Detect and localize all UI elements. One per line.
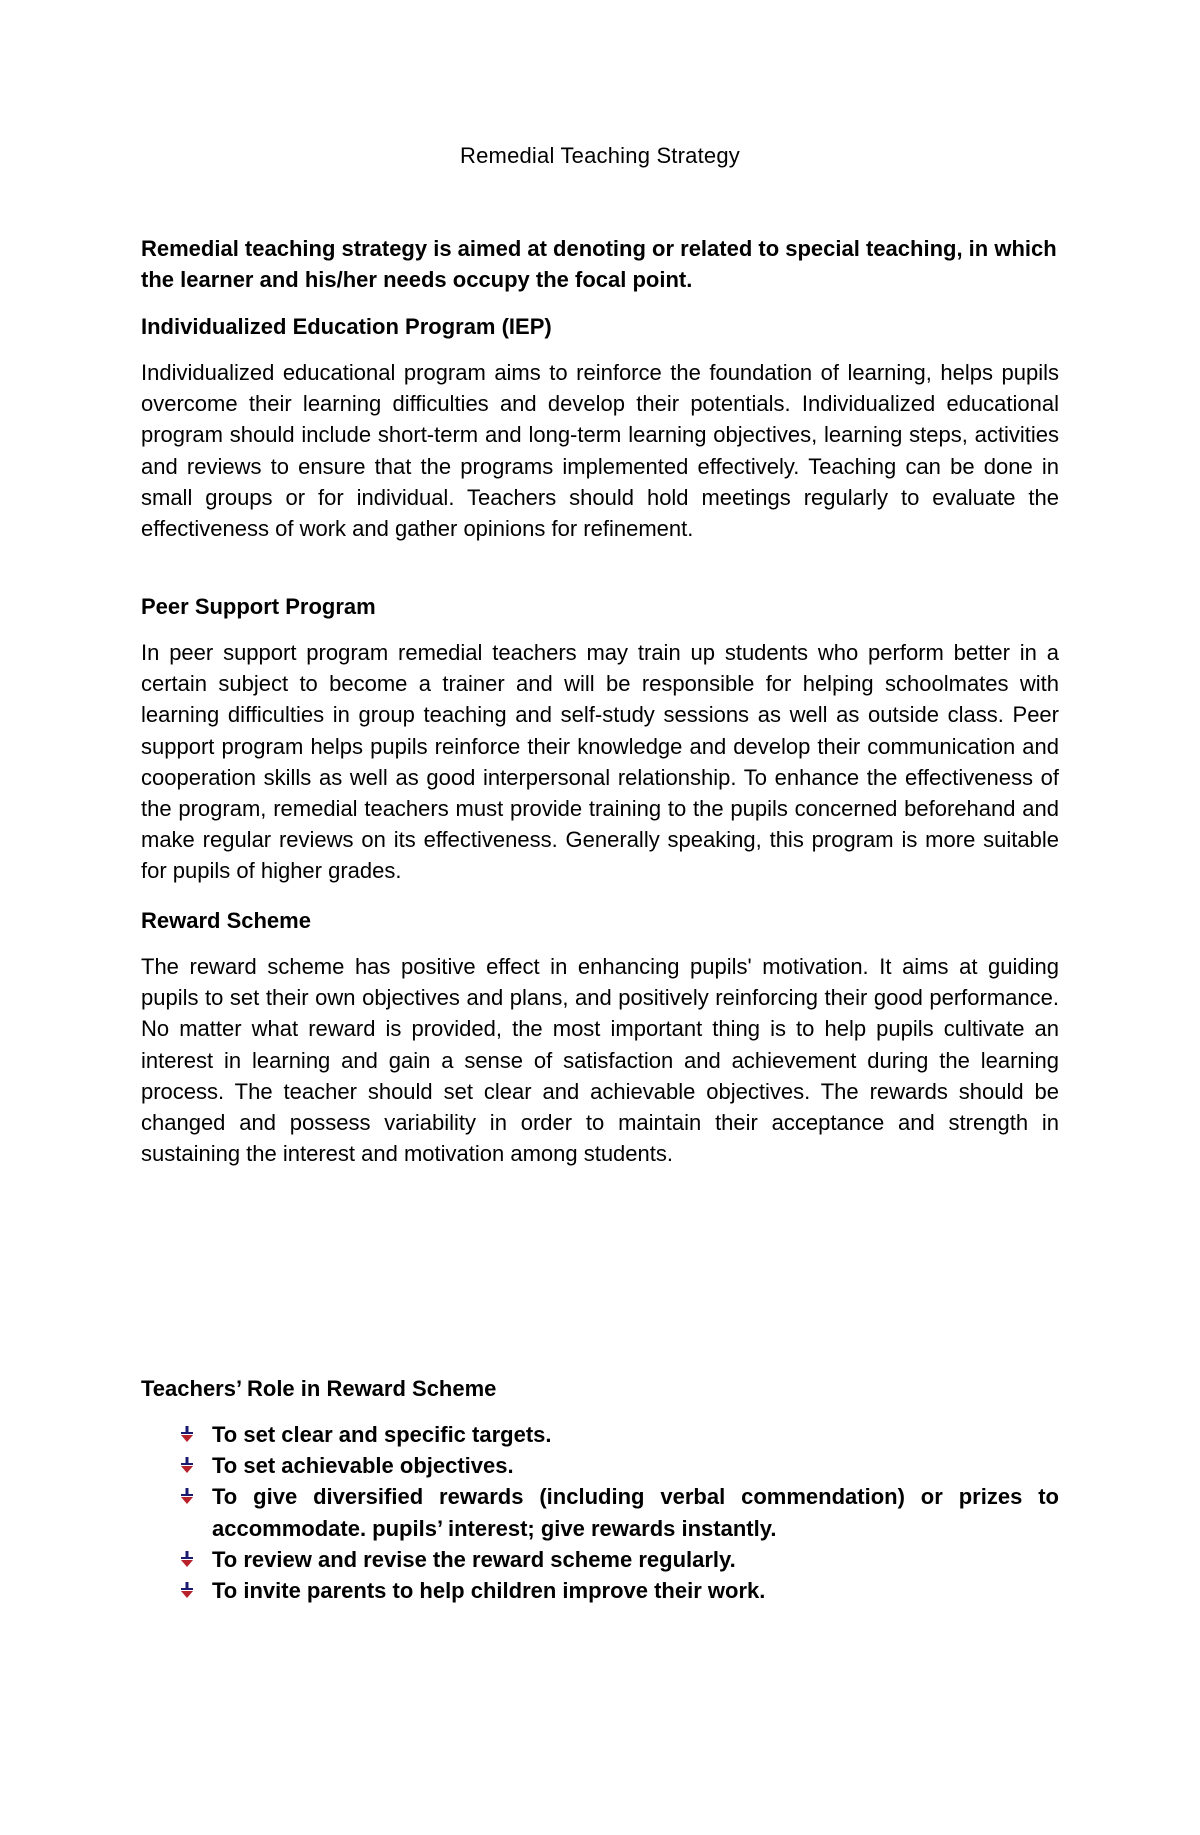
arrow-down-bullet-icon — [179, 1551, 195, 1567]
intro-paragraph: Remedial teaching strategy is aimed at denoting or related to special teaching, in which the learner and his/her needs occupy the focal point. — [141, 236, 1057, 292]
list-item-text: To set achievable objectives. — [212, 1453, 514, 1479]
list-item — [141, 1419, 1059, 1450]
arrow-down-bullet-icon — [179, 1488, 195, 1504]
paragraph-peer-support: In peer support program remedial teachers may train up students who perform better in a certain subject to become a trainer and will be responsible for helping schoolmates with learning difficulties in group teaching and self-study sessions as well as outside class. Peer support program helps pupils reinforce their knowledge and develop their communication and cooperation skills as well as good interpersonal relationship. To enhance the effectiveness of the program, remedial teachers must provide training to the pupils concerned beforehand and make regular reviews on its effectiveness. Generally speaking, this program is more suitable for pupils of higher grades. — [141, 640, 1059, 884]
paragraph-iep: Individualized educational program aims to reinforce the foundation of learning, helps pupils overcome their learning difficulties and develop their potentials. Individualized educational program should include short-term and long-term learning objectives, learning steps, activities and reviews to ensure that the programs implemented effectively. Teaching can be done in small groups or for individual. Teachers should hold meetings regularly to evaluate the effectiveness of work and gather opinions for refinement. — [141, 360, 1059, 542]
list-item — [141, 1544, 1059, 1575]
list-item-text: To give diversified rewards (including verbal commendation) or prizes to accommodate. pupils’ interest; give rewards instantly. — [212, 1484, 1059, 1541]
paragraph-reward-scheme: The reward scheme has positive effect in enhancing pupils' motivation. It aims at guiding pupils to set their own objectives and plans, and positively reinforcing their good performance. No matter what reward is provided, the most important thing is to help pupils cultivate an interest in learning and gain a sense of satisfaction and achievement during the learning process. The teacher should set clear and achievable objectives. The rewards should be changed and possess variability in order to maintain their acceptance and strength in sustaining the interest and motivation among students. — [141, 954, 1059, 1167]
teachers-role-list — [141, 1419, 1059, 1606]
arrow-down-bullet-icon — [179, 1426, 195, 1442]
arrow-down-bullet-icon — [179, 1582, 195, 1598]
list-item — [141, 1575, 1059, 1606]
heading-peer-support: Peer Support Program — [141, 594, 376, 619]
list-item-text: To set clear and specific targets. — [212, 1422, 552, 1447]
heading-iep: Individualized Education Program (IEP) — [141, 314, 552, 339]
list-item-text: To invite parents to help children improve their work. — [212, 1578, 766, 1604]
document-title: Remedial Teaching Strategy — [460, 143, 740, 168]
heading-teachers-role: Teachers’ Role in Reward Scheme — [141, 1376, 497, 1401]
arrow-down-bullet-icon — [179, 1457, 195, 1473]
heading-reward-scheme: Reward Scheme — [141, 908, 311, 933]
list-item — [141, 1481, 1059, 1543]
list-item-text: To review and revise the reward scheme regularly. — [212, 1546, 736, 1572]
list-item — [141, 1450, 1059, 1481]
